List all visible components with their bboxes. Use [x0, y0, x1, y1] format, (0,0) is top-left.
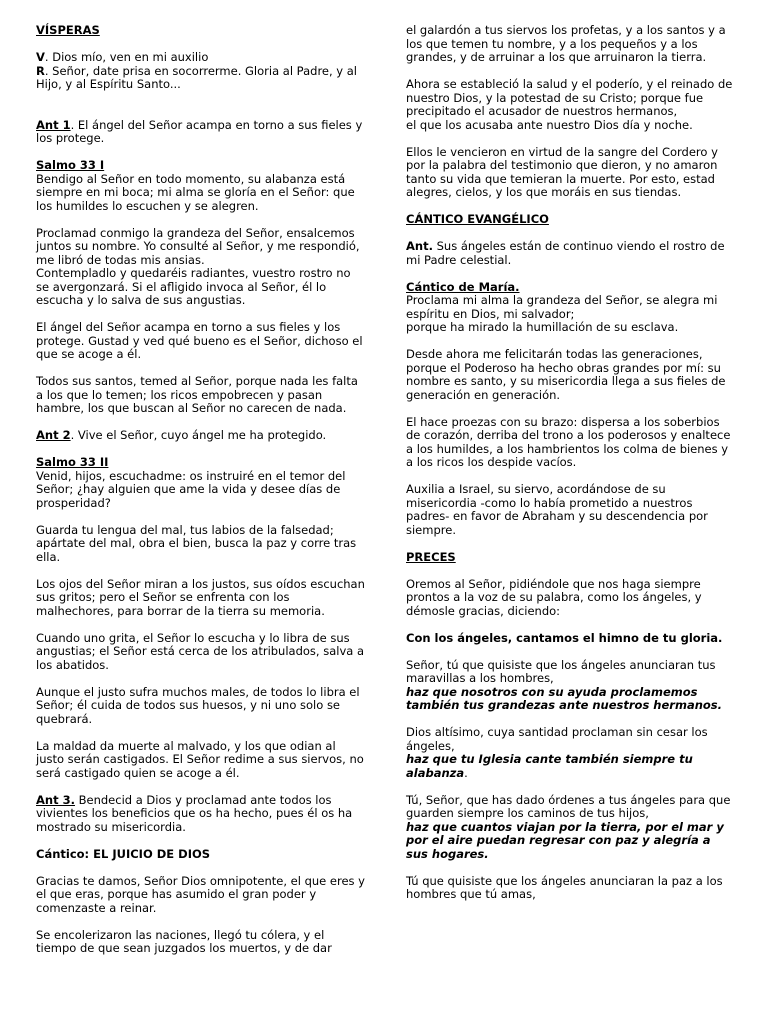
psalm-33-ii-stanza-3: Los ojos del Señor miran a los justos, sus oídos escuchan sus gritos; pero el Señor se enfrenta con los malhechores, para borrar de la tierra su memoria.: [36, 576, 365, 618]
response: [36, 65, 366, 92]
petition-3-text: Tú, Señor, que has dado órdenes a tus ángeles para que guarden siempre los caminos de tus hijos,: [406, 792, 731, 820]
psalm-33-i-stanza-3: El ángel del Señor acampa en torno a sus fieles y los protege. Gustad y ved qué bueno es el Señor, dichoso el que se acoge a él.: [36, 320, 363, 361]
petition-2-end: .: [464, 765, 468, 780]
psalm-33-i-stanza-2a: Proclamad conmigo la grandeza del Señor, ensalcemos juntos su nombre. Yo consulté al Señor, y me respondió, me libró de todas mis ansias.: [36, 225, 360, 267]
canticle-stanza-2-cont: el galardón a tus siervos los profetas, y a los santos y a los que temen tu nombre, y a los pequeños y a los grandes, y de arruinar a los que arruinaron la tierra.: [406, 23, 726, 64]
antiphon-2-text: . Vive el Señor, cuyo ángel me ha protegido.: [70, 428, 327, 442]
canticle-stanza-3a: Ahora se estableció la salud y el poderío, y el reinado de nuestro Dios, y la potestad de su Cristo; porque fue precipitado el acusador de nuestros hermanos,: [406, 77, 733, 118]
preces-response: Con los ángeles, cantamos el himno de tu gloria.: [406, 630, 723, 645]
preces-intro: Oremos al Señor, pidiéndole que nos haga siempre prontos a la voz de su palabra, como los ángeles, y démosle gracias, diciendo:: [406, 576, 702, 618]
versicle-text: . Dios mío, ven en mi auxilio: [44, 50, 209, 64]
versicle: [36, 51, 366, 65]
psalm-33-i-stanza-1: Bendigo al Señor en todo momento, su alabanza está siempre en mi boca; mi alma se gloría en el Señor: que los humildes lo escuchen y se alegren.: [36, 171, 355, 213]
canticle-label: Cántico:: [36, 846, 94, 861]
antiphon-2: [36, 429, 366, 443]
petition-3-response: haz que cuantos viajan por la tierra, por el mar y por el aire puedan regresar con paz y alegría a sus hogares.: [406, 819, 724, 861]
psalm-33-i-title: Salmo 33 I: [36, 158, 105, 172]
psalm-33-ii-stanza-5: Aunque el justo sufra muchos males, de todos lo libra el Señor; él cuida de todos sus huesos, y ni uno solo se quebrará.: [36, 684, 360, 726]
section-title-evangelico: CÁNTICO EVANGÉLICO: [406, 212, 549, 226]
psalm-33-i-stanza-2b: Contempladlo y quedaréis radiantes, vuestro rostro no se avergonzará. Si el afligido invoca al Señor, él lo escucha y lo salva de sus angustias.: [36, 266, 351, 307]
petition-1-text: Señor, tú que quisiste que los ángeles anunciaran tus maravillas a los hombres,: [406, 657, 716, 685]
petition-2-response: haz que tu Iglesia cante también siempre tu alabanza: [406, 752, 693, 780]
antiphon-3-label: Ant 3.: [36, 792, 75, 807]
magnificat-stanza-2: Desde ahora me felicitarán todas las generaciones, porque el Poderoso ha hecho obras grandes por mí: su nombre es santo, y su misericordia llega a sus fieles de generación en generación.: [406, 347, 726, 402]
antiphon-magnificat: [406, 240, 736, 267]
section-title-preces: PRECES: [406, 549, 456, 564]
psalm-33-i-stanza-4: Todos sus santos, temed al Señor, porque nada les falta a los que lo temen; los ricos empobrecen y pasan hambre, los que buscan al Señor no carecen de nada.: [36, 374, 358, 415]
antiphon-3: [36, 794, 366, 835]
canticle-stanza-4: Ellos le vencieron en virtud de la sangre del Cordero y por la palabra del testimonio que dieron, y no amaron tanto su vida que temieran la muerte. Por esto, estad alegres, cielos, y los que moráis en sus tiendas.: [406, 144, 718, 199]
canticle-title: EL JUICIO DE DIOS: [93, 846, 211, 861]
petition-2: [406, 726, 736, 780]
antiphon-2-label: Ant 2: [36, 428, 71, 442]
petition-4: Tú que quisiste que los ángeles anunciaran la paz a los hombres que tú amas,: [406, 873, 723, 901]
magnificat-stanza-1b: porque ha mirado la humillación de su esclava.: [406, 320, 679, 334]
section-title-visperas: VÍSPERAS: [36, 23, 100, 37]
antiphon-1: [36, 119, 366, 146]
left-column: [36, 24, 366, 969]
antiphon-1-label: Ant 1: [36, 117, 71, 132]
canticle-heading: [36, 848, 366, 862]
psalm-33-ii-stanza-2: Guarda tu lengua del mal, tus labios de la falsedad; apártate del mal, obra el bien, busca la paz y corre tras ella.: [36, 522, 357, 564]
petition-3: [406, 794, 736, 862]
right-column: [406, 24, 736, 915]
magnificat-stanza-4: Auxilia a Israel, su siervo, acordándose de su misericordia -como lo había prometido a nuestros padres- en favor de Abraham y su descendencia por siempre.: [406, 482, 708, 537]
psalm-33-ii-title: Salmo 33 II: [36, 455, 109, 469]
antiphon-magnificat-text: Sus ángeles están de continuo viendo el rostro de mi Padre celestial.: [406, 239, 725, 267]
response-mark: R: [36, 63, 45, 78]
psalm-33-ii-stanza-1: Venid, hijos, escuchadme: os instruiré en el temor del Señor; ¿hay alguien que ame la vida y desee días de prosperidad?: [36, 468, 346, 510]
response-text: . Señor, date prisa en socorrerme. Gloria al Padre, y al Hijo, y al Espíritu Santo...: [36, 63, 358, 91]
petition-1: [406, 659, 736, 713]
psalm-33-ii-stanza-4: Cuando uno grita, el Señor lo escucha y lo libra de sus angustias; el Señor está cerca de los atribulados, salva a los abatidos.: [36, 630, 365, 672]
antiphon-1-text: . El ángel del Señor acampa en torno a sus fieles y los protege.: [36, 117, 363, 145]
petition-1-response: haz que nosotros con su ayuda proclamemos también tus grandezas ante nuestros hermanos.: [406, 684, 723, 712]
petition-2-text: Dios altísimo, cuya santidad proclaman sin cesar los ángeles,: [406, 725, 708, 753]
psalm-33-ii-stanza-6: La maldad da muerte al malvado, y los que odian al justo serán castigados. El Señor redime a sus siervos, no será castigado quien se acoge a él.: [36, 738, 364, 780]
antiphon-3-text: Bendecid a Dios y proclamad ante todos los vivientes los beneficios que os ha hecho, pues él os ha mostrado su misericordia.: [36, 792, 353, 834]
magnificat-stanza-1a: Proclama mi alma la grandeza del Señor, se alegra mi espíritu en Dios, mi salvador;: [406, 293, 718, 321]
canticle-stanza-3b: el que los acusaba ante nuestro Dios día y noche.: [406, 117, 693, 132]
magnificat-title: Cántico de María.: [406, 279, 520, 294]
antiphon-magnificat-label: Ant.: [406, 239, 433, 253]
versicle-mark: V: [36, 50, 45, 64]
magnificat-stanza-3: El hace proezas con su brazo: dispersa a los soberbios de corazón, derriba del trono a los poderosos y enaltece a los humildes, a los hambrientos los colma de bienes y a los ricos los despide vacíos.: [406, 414, 731, 469]
canticle-stanza-2: Se encolerizaron las naciones, llegó tu cólera, y el tiempo de que sean juzgados los muertos, y de dar: [36, 927, 332, 955]
canticle-stanza-1: Gracias te damos, Señor Dios omnipotente, el que eres y el que eras, porque has asumido el gran poder y comenzaste a reinar.: [36, 873, 365, 915]
